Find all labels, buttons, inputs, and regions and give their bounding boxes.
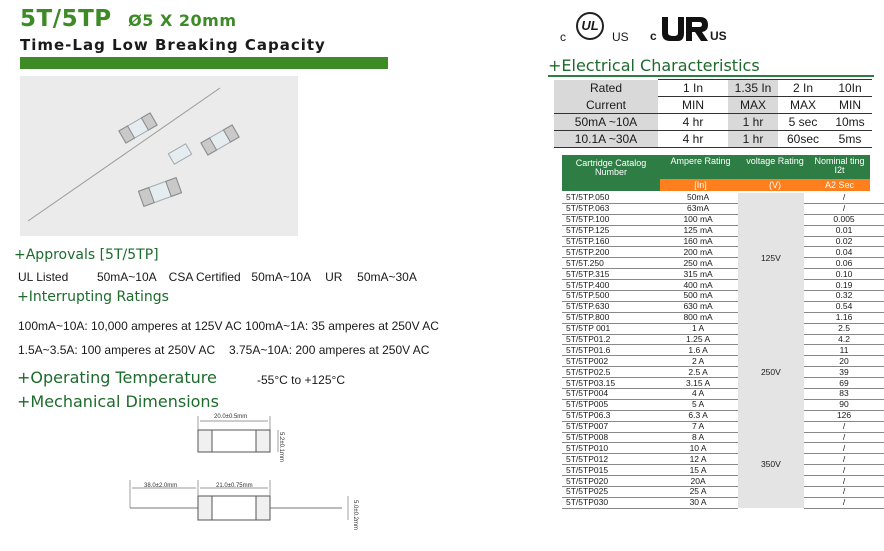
table-row [562, 312, 884, 323]
i2t-cell: 0.04 [804, 247, 884, 258]
interrupting-line-1: 100mA~10A: 10,000 amperes at 125V AC 100mA~1A: 35 amperes at 250V AC [18, 319, 439, 333]
ampere-rating-cell: 63mA [658, 203, 737, 214]
table-cell: 60sec [778, 131, 828, 148]
i2t-cell: / [804, 454, 884, 465]
ampere-rating-cell: 315 mA [658, 269, 737, 280]
page-title [20, 6, 237, 32]
cul-c-mark: c [560, 30, 566, 44]
i2t-cell: / [804, 203, 884, 214]
i2t-cell: / [804, 421, 884, 432]
interrupting-heading: +Interrupting Ratings [17, 289, 169, 305]
i2t-cell: 90 [804, 399, 884, 410]
table-row [554, 80, 872, 97]
table-cell: MAX [728, 97, 778, 114]
table-row [562, 487, 884, 498]
electrical-heading-bar [548, 75, 874, 77]
voltage-rating-cell: 350V [738, 421, 804, 508]
header-cell: Cartridge Catalog Number [562, 155, 660, 191]
i2t-cell: 20 [804, 356, 884, 367]
catalog-number-cell: 5T/5TP025 [562, 487, 658, 498]
table-cell: 1 hr [728, 114, 778, 131]
catalog-number-cell: 5T/5TP.630 [562, 301, 658, 312]
ul-logo-text: UL [581, 18, 599, 33]
interrupting-line-2b: 3.75A~10A: 200 amperes at 250V AC [229, 343, 430, 357]
table-cell: 10ms [828, 114, 872, 131]
dim-lead-span: 38.0±2.0mm [144, 483, 178, 489]
catalog-number-cell: 5T/5T.250 [562, 258, 658, 269]
product-code: 5T/5TP [20, 6, 112, 32]
ampere-rating-cell: 7 A [658, 421, 737, 432]
catalog-number-cell: 5T/5TP007 [562, 421, 658, 432]
table-row [562, 454, 884, 465]
dim-body-length: 20.0±0.5mm [214, 414, 248, 420]
electrical-characteristics-table [554, 79, 872, 148]
i2t-cell: / [804, 193, 884, 203]
ampere-rating-cell: 1.25 A [658, 334, 737, 345]
header-catalog-number [562, 155, 660, 191]
table-cell: 10.1A ~30A [554, 131, 658, 148]
table-row [562, 334, 884, 345]
mechanical-heading: +Mechanical Dimensions [17, 392, 219, 411]
ampere-rating-cell: 800 mA [658, 312, 737, 323]
table-row [562, 410, 884, 421]
dim-body-diameter-2: 5.0±0.2mm [352, 500, 358, 530]
page-subtitle: Time-Lag Low Breaking Capacity [20, 36, 326, 54]
ur-c-mark: c [650, 29, 657, 43]
catalog-number-cell: 5T/5TP.500 [562, 291, 658, 302]
table-row [562, 323, 884, 334]
table-row [562, 203, 884, 214]
catalog-number-cell: 5T/5TP010 [562, 443, 658, 454]
table-row [562, 367, 884, 378]
table-row [562, 214, 884, 225]
header-cell: Ampere Rating [660, 155, 741, 179]
cul-us-mark: US [612, 30, 629, 44]
ampere-rating-cell: 3.15 A [658, 378, 737, 389]
i2t-cell: 2.5 [804, 323, 884, 334]
title-underline-bar [20, 57, 388, 69]
csa-range: 50mA~10A [251, 270, 311, 284]
catalog-number-cell: 5T/5TP015 [562, 465, 658, 476]
ampere-rating-cell: 200 mA [658, 247, 737, 258]
ampere-rating-cell: 100 mA [658, 214, 737, 225]
i2t-cell: / [804, 432, 884, 443]
table-row [554, 97, 872, 114]
table-cell: 1.35 In [728, 80, 778, 97]
ampere-rating-cell: 50mA [658, 193, 737, 203]
i2t-cell: 39 [804, 367, 884, 378]
table-row [562, 345, 884, 356]
catalog-number-cell: 5T/5TP02.5 [562, 367, 658, 378]
i2t-cell: 83 [804, 389, 884, 400]
product-photo [20, 76, 298, 236]
ul-listed-logo [576, 12, 604, 40]
header-cell: voltage Rating [741, 155, 809, 179]
electrical-heading: +Electrical Characteristics [548, 56, 760, 75]
i2t-cell: / [804, 443, 884, 454]
i2t-cell: 0.32 [804, 291, 884, 302]
ampere-rating-cell: 125 mA [658, 225, 737, 236]
i2t-cell: / [804, 487, 884, 498]
table-cell: 1 In [658, 80, 728, 97]
ampere-rating-cell: 2 A [658, 356, 737, 367]
table-row [562, 476, 884, 487]
ul-listed-range: 50mA~10A [96, 270, 156, 284]
ampere-rating-cell: 25 A [658, 487, 737, 498]
catalog-number-cell: 5T/5TP008 [562, 432, 658, 443]
table-cell: MIN [828, 97, 872, 114]
ampere-rating-cell: 4 A [658, 389, 737, 400]
catalog-number-cell: 5T/5TP.050 [562, 193, 658, 203]
i2t-cell: / [804, 476, 884, 487]
recognized-component-logo [658, 13, 710, 43]
table-cell: 1 hr [728, 131, 778, 148]
approvals-row [18, 270, 417, 284]
operating-temp-heading: +Operating Temperature [17, 368, 217, 387]
catalog-number-cell: 5T/5TP020 [562, 476, 658, 487]
catalog-number-cell: 5T/5TP002 [562, 356, 658, 367]
ampere-rating-cell: 8 A [658, 432, 737, 443]
dim-body-length-2: 21.0±0.75mm [216, 483, 253, 489]
table-cell: MAX [778, 97, 828, 114]
table-row [562, 432, 884, 443]
table-row [562, 356, 884, 367]
ampere-rating-cell: 500 mA [658, 291, 737, 302]
i2t-cell: 0.19 [804, 280, 884, 291]
i2t-cell: 0.005 [804, 214, 884, 225]
table-row [562, 291, 884, 302]
catalog-number-cell: 5T/5TP.400 [562, 280, 658, 291]
i2t-cell: 11 [804, 345, 884, 356]
voltage-rating-cell: 250V [738, 323, 804, 421]
catalog-number-cell: 5T/5TP.315 [562, 269, 658, 280]
catalog-number-cell: 5T/5TP 001 [562, 323, 658, 334]
ampere-rating-cell: 1.6 A [658, 345, 737, 356]
header-ampere-rating [660, 155, 741, 191]
header-cell-unit: A2 Sec [809, 179, 870, 191]
i2t-cell: 0.01 [804, 225, 884, 236]
table-row [562, 258, 884, 269]
table-cell: Rated [554, 80, 658, 97]
catalog-number-cell: 5T/5TP.800 [562, 312, 658, 323]
catalog-number-cell: 5T/5TP03.15 [562, 378, 658, 389]
catalog-number-cell: 5T/5TP06.3 [562, 410, 658, 421]
table-row [562, 443, 884, 454]
ur-us-mark: US [710, 29, 727, 43]
ampere-rating-cell: 15 A [658, 465, 737, 476]
table-row [562, 389, 884, 400]
catalog-number-cell: 5T/5TP01.2 [562, 334, 658, 345]
header-voltage-rating [741, 155, 809, 191]
ampere-rating-cell: 630 mA [658, 301, 737, 312]
fuse-photo-illustration [20, 76, 298, 236]
catalog-number-cell: 5T/5TP030 [562, 497, 658, 508]
product-size: Ø5 X 20mm [128, 11, 237, 30]
ampere-rating-cell: 12 A [658, 454, 737, 465]
ur-label: UR [325, 270, 343, 284]
table-cell: 2 In [778, 80, 828, 97]
ampere-rating-cell: 5 A [658, 399, 737, 410]
catalog-table [562, 193, 884, 509]
ur-range: 50mA~30A [357, 270, 417, 284]
table-cell: MIN [658, 97, 728, 114]
table-row [562, 301, 884, 312]
ampere-rating-cell: 400 mA [658, 280, 737, 291]
catalog-number-cell: 5T/5TP.160 [562, 236, 658, 247]
table-row [562, 399, 884, 410]
table-cell: Current [554, 97, 658, 114]
i2t-cell: 1.16 [804, 312, 884, 323]
table-cell: 5ms [828, 131, 872, 148]
operating-temp-range: -55°C to +125°C [257, 373, 345, 387]
table-cell: 4 hr [658, 131, 728, 148]
i2t-cell: / [804, 497, 884, 508]
table-cell: 10In [828, 80, 872, 97]
i2t-cell: 69 [804, 378, 884, 389]
table-row [554, 131, 872, 148]
i2t-cell: 0.02 [804, 236, 884, 247]
table-row [562, 236, 884, 247]
ul-listed-label: UL Listed [18, 270, 69, 284]
catalog-number-cell: 5T/5TP.200 [562, 247, 658, 258]
i2t-cell: / [804, 465, 884, 476]
mechanical-dimensions-drawing [120, 408, 380, 548]
i2t-cell: 126 [804, 410, 884, 421]
i2t-cell: 0.10 [804, 269, 884, 280]
table-cell: 4 hr [658, 114, 728, 131]
catalog-table-header [562, 155, 870, 191]
ampere-rating-cell: 6.3 A [658, 410, 737, 421]
table-row [562, 193, 884, 203]
catalog-number-cell: 5T/5TP.063 [562, 203, 658, 214]
header-cell-unit: (V) [741, 179, 809, 191]
voltage-rating-cell: 125V [738, 193, 804, 323]
table-row [562, 465, 884, 476]
table-row [562, 269, 884, 280]
table-row [562, 247, 884, 258]
table-row [562, 280, 884, 291]
approvals-heading: +Approvals [5T/5TP] [14, 247, 159, 263]
ampere-rating-cell: 1 A [658, 323, 737, 334]
i2t-cell: 0.06 [804, 258, 884, 269]
table-row [554, 114, 872, 131]
table-cell: 5 sec [778, 114, 828, 131]
header-nominal-i2t [809, 155, 870, 191]
catalog-number-cell: 5T/5TP.100 [562, 214, 658, 225]
catalog-number-cell: 5T/5TP.125 [562, 225, 658, 236]
ampere-rating-cell: 2.5 A [658, 367, 737, 378]
csa-label: CSA Certified [168, 270, 241, 284]
dim-body-diameter: 5.2±0.1mm [278, 432, 284, 462]
table-cell: 50mA ~10A [554, 114, 658, 131]
i2t-cell: 0.54 [804, 301, 884, 312]
table-row [562, 421, 884, 432]
ampere-rating-cell: 10 A [658, 443, 737, 454]
ampere-rating-cell: 20A [658, 476, 737, 487]
ampere-rating-cell: 250 mA [658, 258, 737, 269]
catalog-number-cell: 5T/5TP012 [562, 454, 658, 465]
table-row [562, 497, 884, 508]
i2t-cell: 4.2 [804, 334, 884, 345]
table-row [562, 225, 884, 236]
catalog-number-cell: 5T/5TP01.6 [562, 345, 658, 356]
interrupting-line-2a: 1.5A~3.5A: 100 amperes at 250V AC [18, 343, 216, 357]
catalog-number-cell: 5T/5TP004 [562, 389, 658, 400]
catalog-number-cell: 5T/5TP005 [562, 399, 658, 410]
ampere-rating-cell: 160 mA [658, 236, 737, 247]
table-row [562, 378, 884, 389]
header-cell-unit: [In] [660, 179, 741, 191]
ampere-rating-cell: 30 A [658, 497, 737, 508]
header-cell: Nominal ting I2t [809, 155, 870, 179]
